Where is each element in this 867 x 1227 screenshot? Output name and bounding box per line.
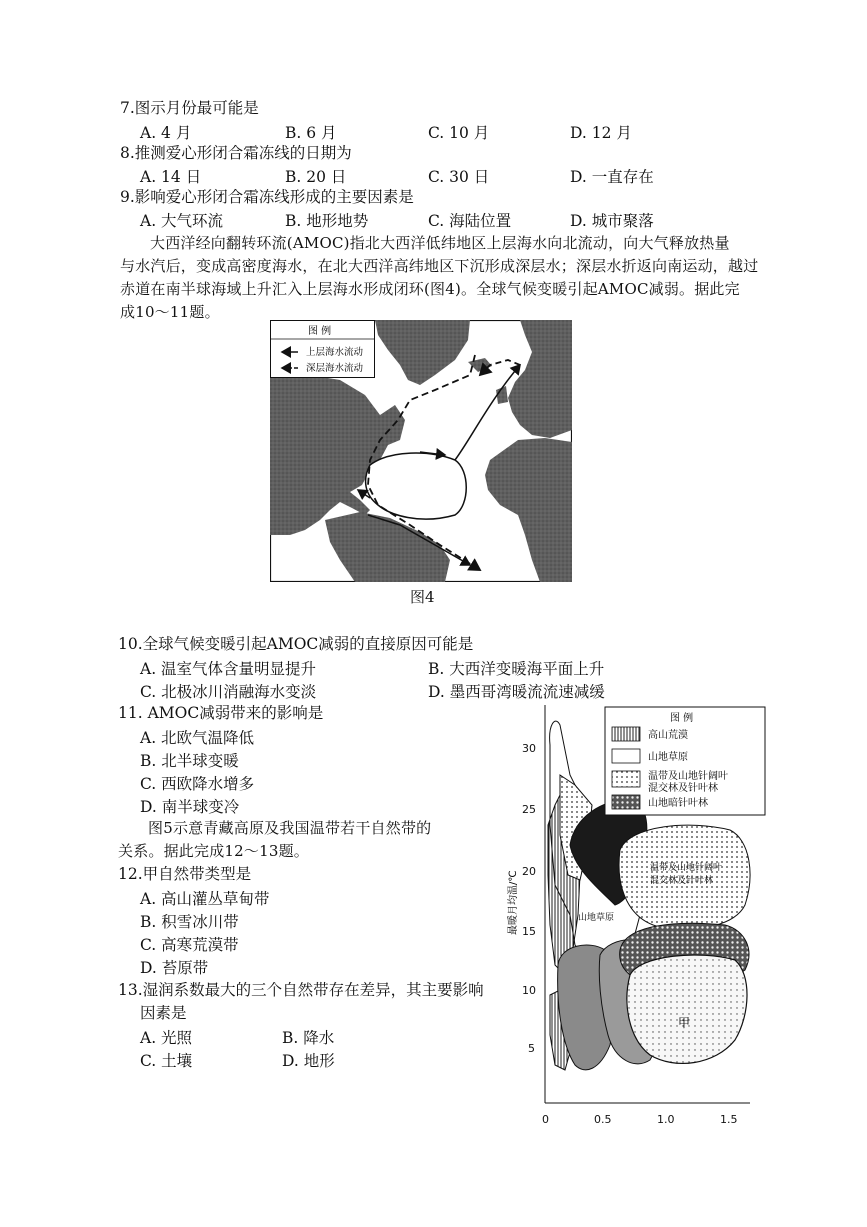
passage2-line-1: 图5示意青藏高原及我国温带若干自然带的 (148, 819, 432, 837)
fig5-legend-mixed-1: 温带及山地针阔叶 (648, 771, 728, 782)
q11-option-c: C. 西欧降水增多 (140, 775, 255, 793)
q8-option-a: A. 14 日 (140, 168, 202, 186)
q7-option-b: B. 6 月 (285, 124, 337, 142)
fig5-ytick-25: 25 (522, 803, 536, 816)
q10-option-a: A. 温室气体含量明显提升 (140, 660, 317, 678)
figure-5-natural-zones (500, 705, 770, 1130)
fig5-legend-mixed-2: 混交林及针叶林 (648, 783, 718, 794)
q11-stem: 11. AMOC减弱带来的影响是 (118, 704, 324, 722)
passage1-line-4: 成10～11题。 (120, 303, 220, 321)
passage1-line-1: 大西洋经向翻转环流(AMOC)指北大西洋低纬地区上层海水向北流动，向大气释放热量 (150, 234, 730, 252)
q10-stem: 10.全球气候变暖引起AMOC减弱的直接原因可能是 (118, 635, 474, 653)
fig5-xtick-1.5: 1.5 (720, 1113, 738, 1126)
fig5-ytick-20: 20 (522, 865, 536, 878)
q12-stem: 12.甲自然带类型是 (118, 865, 252, 883)
fig4-legend-upper: 上层海水流动 (306, 347, 364, 358)
passage1-line-3: 赤道在南半球海域上升汇入上层海水形成闭环(图4)。全球气候变暖引起AMOC减弱。据此完 (120, 280, 740, 298)
q8-stem: 8.推测爱心形闭合霜冻线的日期为 (120, 144, 352, 162)
fig5-label-jia: 甲 (678, 1016, 691, 1030)
q13-stem-line-2: 因素是 (140, 1004, 187, 1022)
q11-option-d: D. 南半球变冷 (140, 798, 240, 816)
q11-option-a: A. 北欧气温降低 (140, 729, 255, 747)
fig5-xtick-0.5: 0.5 (594, 1113, 612, 1126)
q13-option-b: B. 降水 (282, 1029, 335, 1047)
fig5-legend-title: 图 例 (670, 713, 694, 724)
fig5-ytick-10: 10 (522, 984, 536, 997)
q7-option-d: D. 12 月 (570, 124, 632, 142)
q11-option-b: B. 北半球变暖 (140, 752, 239, 770)
q13-option-a: A. 光照 (140, 1029, 193, 1047)
fig5-legend-alpine-desert: 高山荒漠 (648, 730, 688, 741)
q9-stem: 9.影响爱心形闭合霜冻线形成的主要因素是 (120, 188, 414, 206)
zone-jia (627, 955, 747, 1063)
passage2-line-2: 关系。据此完成12～13题。 (118, 842, 309, 860)
q7-stem: 7.图示月份最可能是 (120, 99, 259, 117)
q8-option-b: B. 20 日 (285, 168, 347, 186)
q9-option-d: D. 城市聚落 (570, 212, 654, 230)
fig5-xtick-1.0: 1.0 (657, 1113, 675, 1126)
q13-option-c: C. 土壤 (140, 1052, 193, 1070)
q9-option-b: B. 地形地势 (285, 212, 369, 230)
passage1-line-2: 与水汽后，变成高密度海水，在北大西洋高纬地区下沉形成深层水；深层水折返向南运动，越过 (120, 257, 759, 275)
fig4-legend-title: 图 例 (308, 326, 332, 337)
figure-4-caption: 图4 (410, 588, 435, 606)
q13-stem-line-1: 13.湿润系数最大的三个自然带存在差异，其主要影响 (118, 981, 484, 999)
fig5-label-mixed-2: 混交林及针叶林 (650, 876, 714, 886)
q9-option-c: C. 海陆位置 (428, 212, 512, 230)
q10-option-b: B. 大西洋变暖海平面上升 (428, 660, 605, 678)
fig5-xtick-0: 0 (542, 1113, 549, 1126)
fig4-legend-deep: 深层海水流动 (306, 363, 364, 374)
q12-option-b: B. 积雪冰川带 (140, 913, 239, 931)
fig5-ytick-15: 15 (522, 925, 536, 938)
fig5-legend-mountain-steppe: 山地草原 (648, 752, 688, 763)
q8-option-c: C. 30 日 (428, 168, 490, 186)
q12-option-d: D. 苔原带 (140, 959, 209, 977)
fig5-ytick-5: 5 (528, 1042, 535, 1055)
q12-option-a: A. 高山灌丛草甸带 (140, 890, 270, 908)
q7-option-c: C. 10 月 (428, 124, 490, 142)
figure-4-amoc-map (270, 320, 572, 582)
q8-option-d: D. 一直存在 (570, 168, 654, 186)
q10-option-d: D. 墨西哥湾暖流流速减缓 (428, 683, 605, 701)
fig5-legend-dark-coniferous: 山地暗针叶林 (648, 798, 708, 809)
fig5-ylabel: 最暖月均温/℃ (508, 870, 519, 935)
q10-option-c: C. 北极冰川消融海水变淡 (140, 683, 317, 701)
fig5-label-steppe: 山地草原 (578, 913, 615, 923)
q9-option-a: A. 大气环流 (140, 212, 224, 230)
q13-option-d: D. 地形 (282, 1052, 335, 1070)
q12-option-c: C. 高寒荒漠带 (140, 936, 239, 954)
fig5-ytick-30: 30 (522, 742, 536, 755)
fig5-label-mixed-1: 温带及山地针阔叶 (650, 863, 723, 873)
q7-option-a: A. 4 月 (140, 124, 192, 142)
